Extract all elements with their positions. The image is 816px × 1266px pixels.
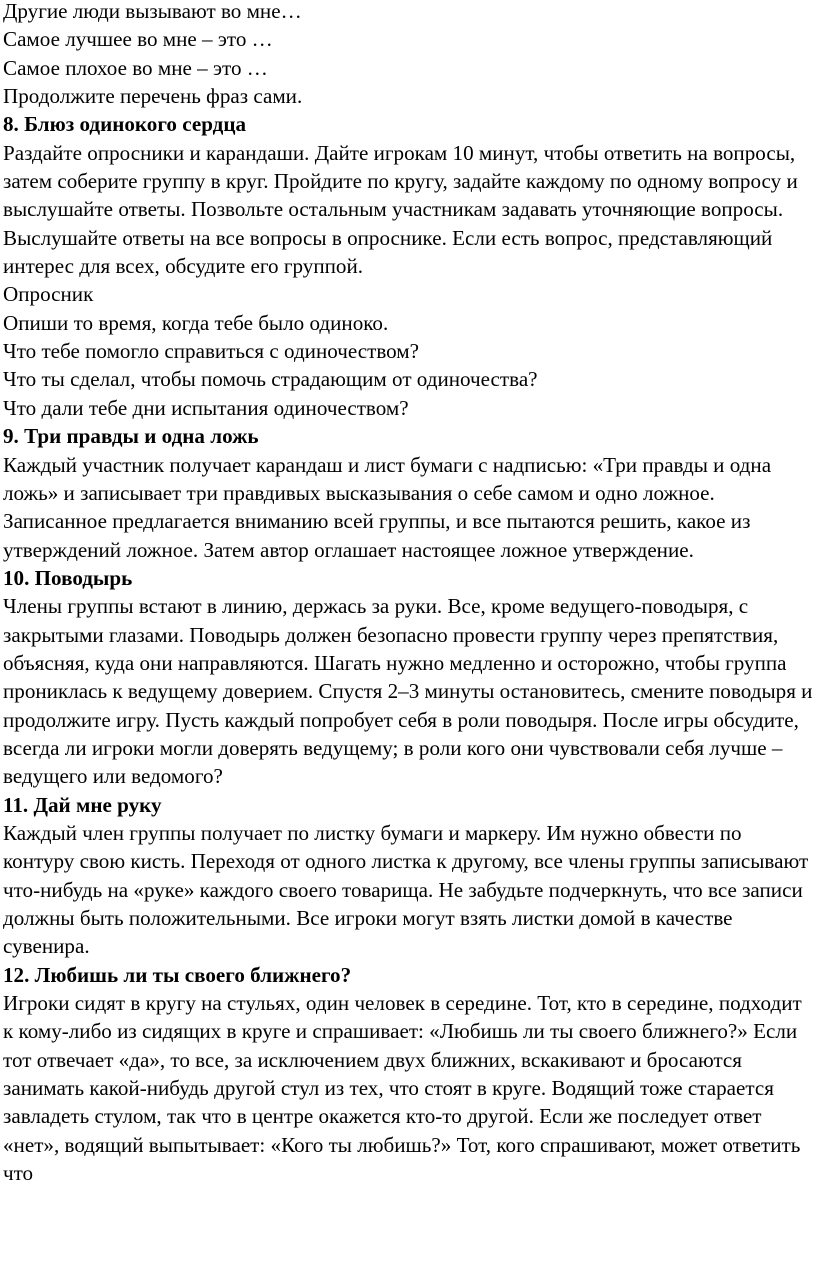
section-paragraph: Игроки сидят в кругу на стульях, один человек в середине. Тот, кто в середине, подходит к кому-либо из сидящих в круге и спрашивает: «Любишь ли ты своего ближнего?» Если тот отвечает «да», то все, за исключением двух ближних, вскакивают и бросаются занимать какой-нибудь другой стул из тех, что стоят в круге. Водящий тоже старается завладеть стулом, так что в центре окажется кто-то другой. Если же последует ответ «нет», водящий выпытывает: «Кого ты любишь?» Тот, кого спрашивают, может ответить что [3, 991, 802, 1186]
section-heading: 10. Поводырь [3, 565, 133, 590]
questionnaire-title: Опросник [3, 282, 94, 307]
questionnaire-question: Что дали тебе дни испытания одиночеством? [3, 395, 409, 420]
section-heading: 9. Три правды и одна ложь [3, 424, 259, 449]
section-heading: 8. Блюз одинокого сердца [3, 112, 247, 137]
section-three-truths-one-lie [3, 422, 815, 564]
document-body [3, 0, 815, 1187]
section-love-neighbor [3, 961, 815, 1188]
intro-line: Самое плохое во мне – это … [3, 55, 268, 80]
section-paragraph: Раздайте опросники и карандаши. Дайте игрокам 10 минут, чтобы ответить на вопросы, затем соберите группу в круг. Пройдите по кругу, задайте каждому по одному вопросу и выслушайте ответы. Позвольте остальным участникам задавать уточняющие вопросы. Выслушайте ответы на все вопросы в опроснике. Если есть вопрос, представляющий интерес для всех, обсудите его группой. [3, 140, 798, 279]
questionnaire-question: Что тебе помогло справиться с одиночеством? [3, 339, 420, 364]
section-paragraph: Члены группы встают в линию, держась за руки. Все, кроме ведущего-поводыря, с закрытыми глазами. Поводырь должен безопасно провести группу через препятствия, объясняя, куда они направляются. Шагать нужно медленно и осторожно, чтобы группа прониклась к ведущему доверием. Спустя 2–3 минуты остановитесь, смените поводыря и продолжите игру. Пусть каждый попробует себя в роли поводыря. После игры обсудите, всегда ли игроки могли доверять ведущему; в роли кого они чувствовали себя лучше – ведущего или ведомого? [3, 594, 813, 789]
section-guide [3, 564, 815, 791]
intro-block [3, 0, 815, 110]
questionnaire-question: Опиши то время, когда тебе было одиноко. [3, 310, 389, 335]
intro-line: Продолжите перечень фраз сами. [3, 84, 303, 109]
section-paragraph: Каждый член группы получает по листку бумаги и маркеру. Им нужно обвести по контуру свою кисть. Переходя от одного листка к другому, все члены группы записывают что-нибудь на «руке» каждого своего товарища. Не забудьте подчеркнуть, что все записи должны быть положительными. Все игроки могут взять листки домой в качестве сувенира. [3, 820, 809, 959]
intro-line: Самое лучшее во мне – это … [3, 27, 273, 52]
questionnaire-question: Что ты сделал, чтобы помочь страдающим от одиночества? [3, 367, 538, 392]
intro-line: Другие люди вызывают во мне… [3, 0, 302, 23]
section-heading: 11. Дай мне руку [3, 792, 162, 817]
section-give-me-hand [3, 791, 815, 961]
section-blues-lonely-heart [3, 110, 815, 422]
section-paragraph: Каждый участник получает карандаш и лист бумаги с надписью: «Три правды и одна ложь» и записывает три правдивых высказывания о себе самом и одно ложное. Записанное предлагается вниманию всей группы, и все пытаются решить, какое из утверждений ложное. Затем автор оглашает настоящее ложное утверждение. [3, 452, 772, 562]
section-heading: 12. Любишь ли ты своего ближнего? [3, 962, 352, 987]
